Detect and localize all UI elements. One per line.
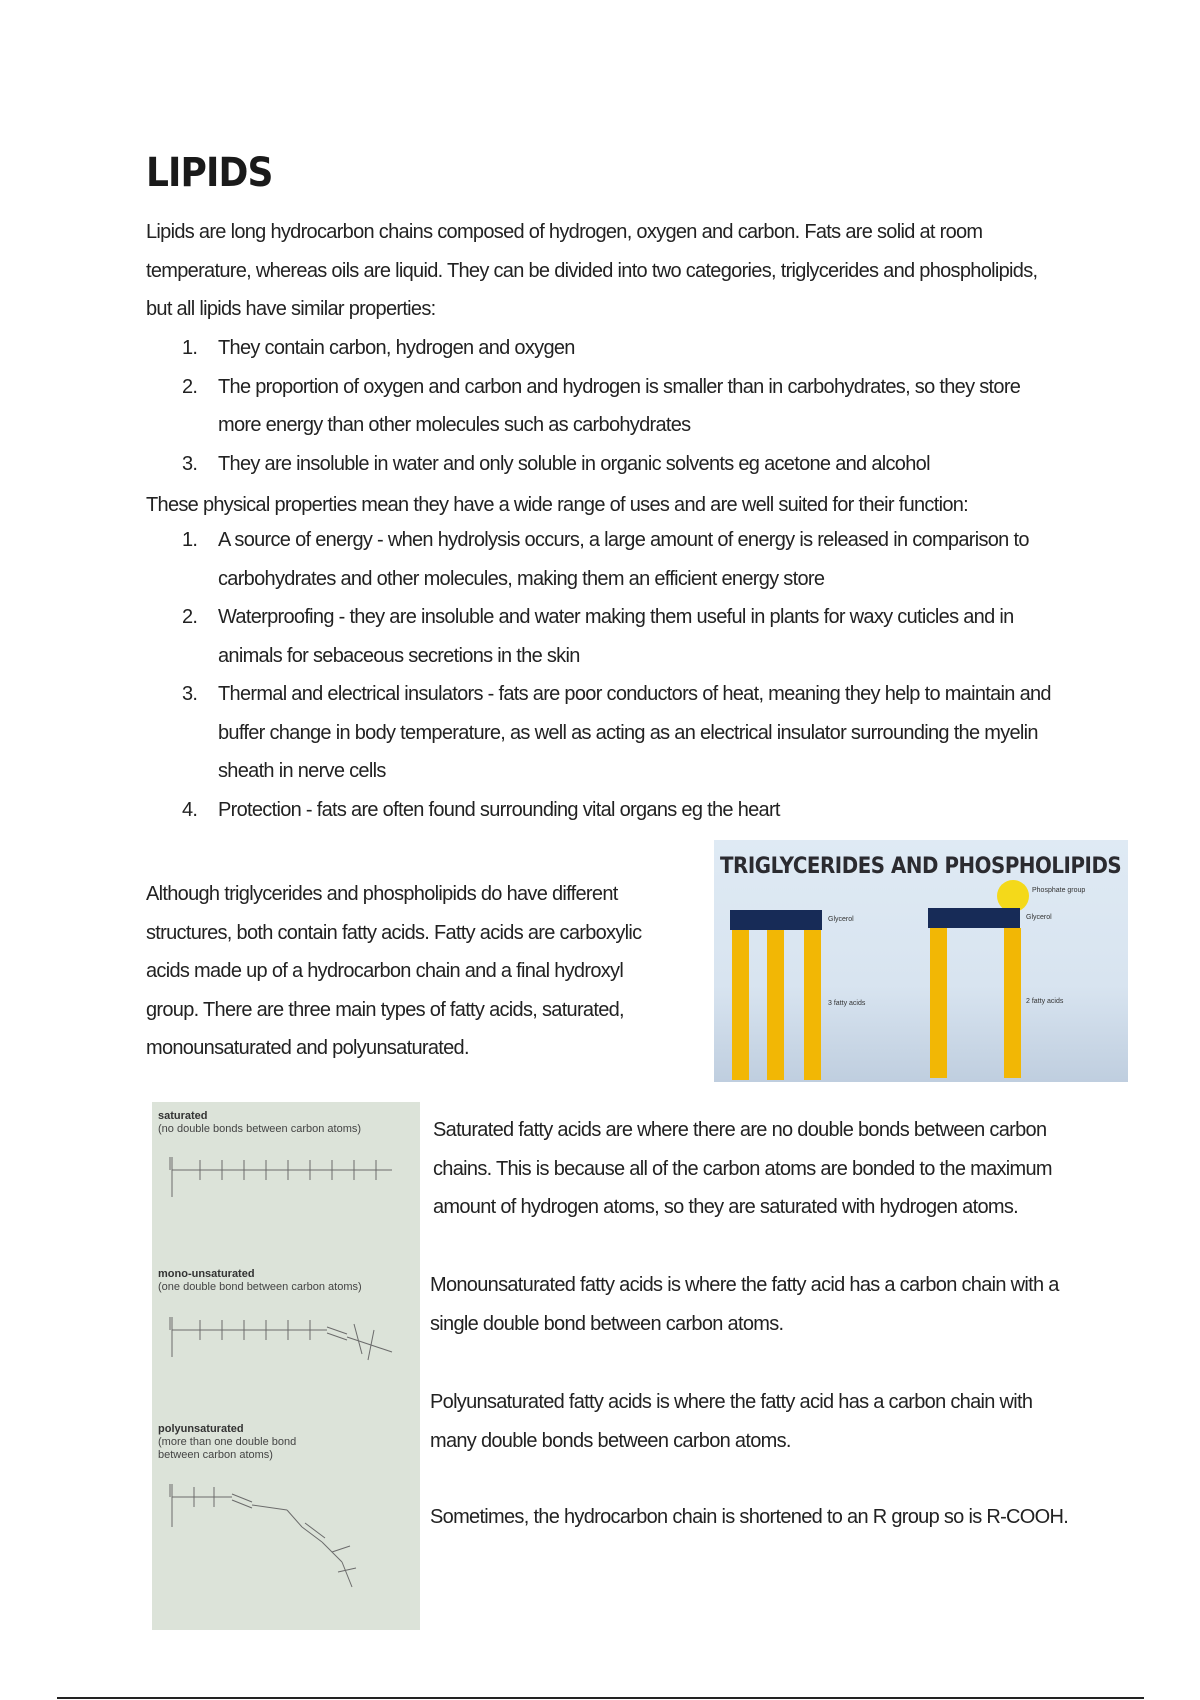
mono-description: Monounsaturated fatty acids is where the fatty acid has a carbon chain with a single double bond between carbon atoms. (430, 1274, 1059, 1335)
list-item (146, 791, 1066, 830)
structure-note: (more than one double bond (158, 1436, 297, 1448)
list-text: Waterproofing - they are insoluble and water making them useful in plants for waxy cuticles and in animals for sebaceous secretions in the skin (218, 606, 1014, 667)
list-text: Thermal and electrical insulators - fats are poor conductors of heat, meaning they help to maintain and buffer change in body temperature, as well as acting as an electrical insulator surrounding the myelin sheath in nerve cells (218, 683, 1051, 782)
fatty-acid-tail (930, 928, 947, 1078)
poly-description: Polyunsaturated fatty acids is where the fatty acid has a carbon chain with many double bonds between carbon atoms. (430, 1391, 1033, 1452)
list-text: A source of energy - when hydrolysis occurs, a large amount of energy is released in comparison to carbohydrates and other molecules, making them an efficient energy store (218, 529, 1029, 590)
list-text: Protection - fats are often found surrounding vital organs eg the heart (218, 798, 780, 821)
fatty-acid-tail (804, 930, 821, 1080)
fatty-acids-paragraph: Although triglycerides and phospholipids do have different structures, both contain fatty acids. Fatty acids are carboxylic acids made up of a hydrocarbon chain and a final hydroxyl group. There are three main types of fatty acids, saturated, monounsaturated and polyunsaturated. (146, 883, 642, 1059)
list-number: 3. (182, 683, 198, 705)
structure-title: saturated (158, 1110, 208, 1122)
list-item (146, 368, 1066, 445)
list-number: 2. (182, 375, 198, 398)
structure-note: (one double bond between carbon atoms) (158, 1281, 362, 1293)
list-item (146, 598, 1066, 675)
fatty-acid-structures-figure (152, 1102, 420, 1630)
list-item (146, 521, 1066, 598)
polyunsaturated-chain-icon (170, 1484, 356, 1587)
fatty-acid-tail (767, 930, 784, 1080)
glycerol-label: Glycerol (1026, 914, 1052, 921)
structure-drawings (152, 1102, 420, 1630)
structure-title: polyunsaturated (158, 1423, 244, 1435)
list-number: 3. (182, 452, 198, 475)
glycerol-block (730, 910, 822, 930)
structure-note: (no double bonds between carbon atoms) (158, 1123, 362, 1135)
r-group-description: Sometimes, the hydrocarbon chain is shortened to an R group so is R-COOH. (430, 1506, 1069, 1528)
figure-title: TRIGLYCERIDES AND PHOSPHOLIPIDS (720, 854, 1122, 879)
properties-list (146, 329, 1066, 483)
list-number: 2. (182, 606, 198, 628)
structure-title: mono-unsaturated (158, 1268, 255, 1280)
phosphate-label: Phosphate group (1032, 887, 1086, 894)
list-text: They are insoluble in water and only soluble in organic solvents eg acetone and alcohol (218, 452, 930, 475)
list-number: 4. (182, 798, 198, 821)
footer-divider (57, 1697, 1144, 1699)
fatty-acid-tail (1004, 928, 1021, 1078)
list-item (146, 329, 1066, 368)
triglyceride-phospholipid-figure (714, 840, 1128, 1082)
saturated-chain-icon (170, 1157, 392, 1197)
fatty-acids-label: 2 fatty acids (1026, 998, 1064, 1005)
list-text: The proportion of oxygen and carbon and hydrogen is smaller than in carbohydrates, so they store more energy than other molecules such as carbohydrates (218, 375, 1021, 436)
structure-note: between carbon atoms) (158, 1449, 273, 1461)
uses-list (146, 521, 1066, 829)
fatty-acid-tail (732, 930, 749, 1080)
list-number: 1. (182, 337, 198, 359)
list-number: 1. (182, 529, 198, 551)
list-item (146, 675, 1066, 791)
page-title: LIPIDS (146, 150, 273, 196)
glycerol-block (928, 908, 1020, 928)
intro-paragraph: Lipids are long hydrocarbon chains composed of hydrogen, oxygen and carbon. Fats are solid at room temperature, whereas oils are liquid. They can be divided into two categories, triglycerides and phospholipids, but all lipids have similar properties: (146, 221, 1038, 320)
saturated-description: Saturated fatty acids are where there are no double bonds between carbon chains. This is because all of the carbon atoms are bonded to the maximum amount of hydrogen atoms, so they are saturated with hydrogen atoms. (433, 1119, 1052, 1218)
glycerol-label: Glycerol (828, 916, 854, 923)
fatty-acids-label: 3 fatty acids (828, 1000, 866, 1007)
list-text: They contain carbon, hydrogen and oxygen (218, 337, 575, 359)
mono-unsaturated-chain-icon (170, 1317, 392, 1360)
list-item (146, 445, 1066, 484)
uses-intro: These physical properties mean they have a wide range of uses and are well suited for their function: (146, 494, 969, 516)
